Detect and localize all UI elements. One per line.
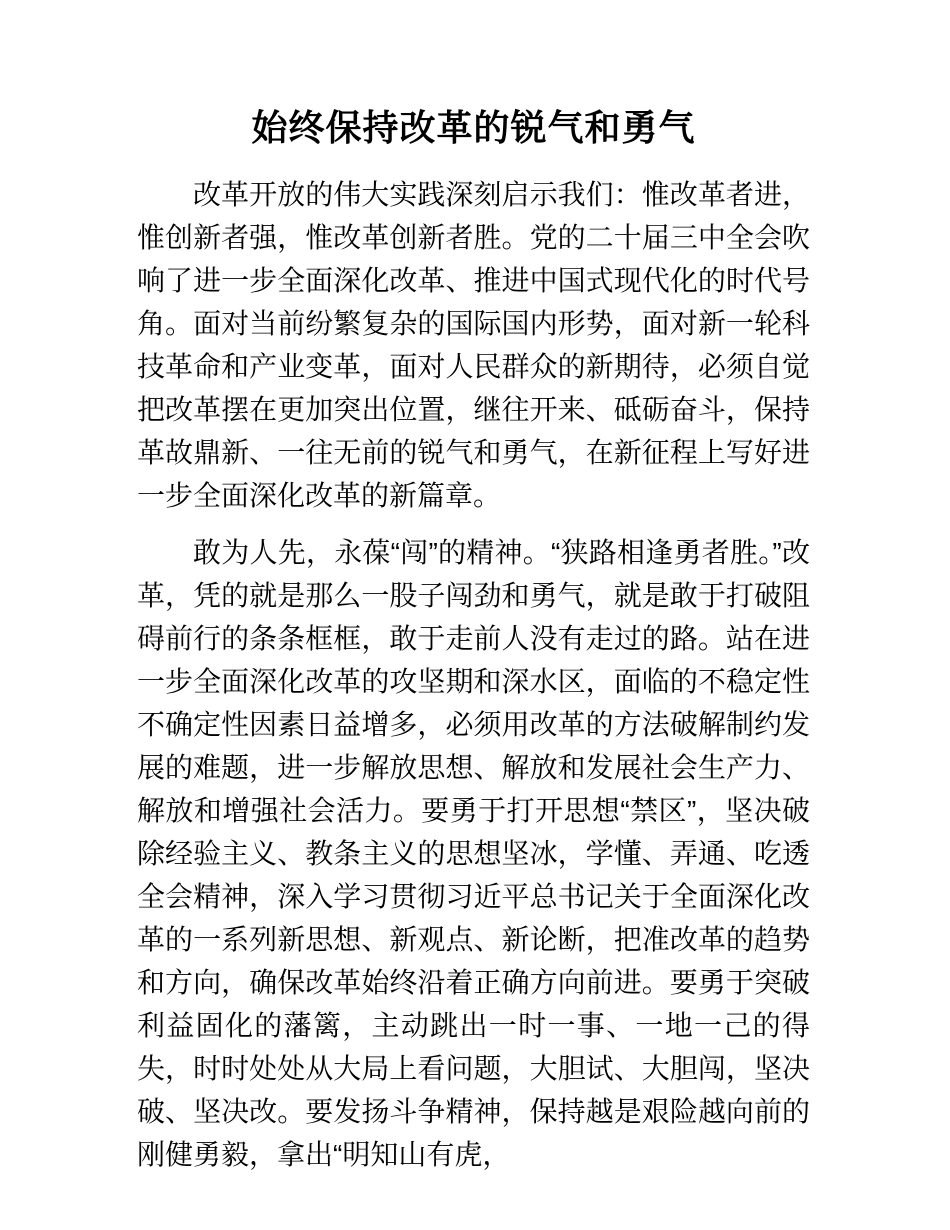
body-paragraph-1: 改革开放的伟大实践深刻启示我们：惟改革者进，惟创新者强，惟改革创新者胜。党的二十届三中全会吹响了进一步全面深化改革、推进中国式现代化的时代号角。面对当前纷繁复杂的国际国内形势，面对新一轮科技革命和产业变革，面对人民群众的新期待，必须自觉把改革摆在更加突出位置，继往开来、砥砺奋斗，保持革故鼎新、一往无前的锐气和勇气，在新征程上写好进一步全面深化改革的新篇章。 <box>137 179 810 511</box>
body-paragraph-2: 敢为人先，永葆“闯”的精神。“狭路相逢勇者胜。”改革，凭的就是那么一股子闯劲和勇气，就是敢于打破阻碍前行的条条框框，敢于走前人没有走过的路。站在进一步全面深化改革的攻坚期和深水区，面临的不稳定性不确定性因素日益增多，必须用改革的方法破解制约发展的难题，进一步解放思想、解放和发展社会生产力、解放和增强社会活力。要勇于打开思想“禁区”，坚决破除经验主义、教条主义的思想坚冰，学懂、弄通、吃透全会精神，深入学习贯彻习近平总书记关于全面深化改革的一系列新思想、新观点、新论断，把准改革的趋势和方向，确保改革始终沿着正确方向前进。要勇于突破利益固化的藩篱，主动跳出一时一事、一地一己的得失，时时处处从大局上看问题，大胆试、大胆闯，坚决破、坚决改。要发扬斗争精神，保持越是艰险越向前的刚健勇毅，拿出“明知山有虎， <box>137 537 810 1170</box>
document-title: 始终保持改革的锐气和勇气 <box>251 107 696 148</box>
